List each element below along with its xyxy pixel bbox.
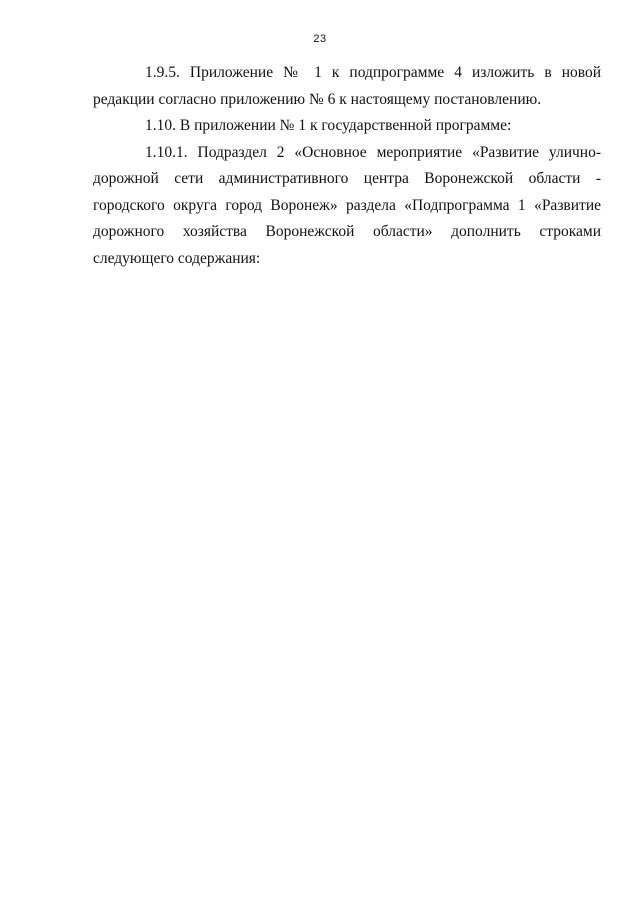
paragraph-1-9-5: 1.9.5. Приложение № 1 к подпрограмме 4 изложить в новой редакции согласно приложению № 6 к настоящему постановлению. — [93, 64, 601, 108]
paragraph-1-10: 1.10. В приложении № 1 к государственной программе: — [145, 117, 512, 134]
page-number: 23 — [313, 33, 327, 45]
document-body — [93, 60, 601, 272]
paragraph-1-10-1: 1.10.1. Подраздел 2 «Основное мероприятие «Развитие улично-дорожной сети административного центра Воронежской области - городского округа город Воронеж» раздела «Подпрограмма 1 «Развитие дорожного хозяйства Воронежской области» дополнить строками следующего содержания: — [93, 143, 601, 267]
